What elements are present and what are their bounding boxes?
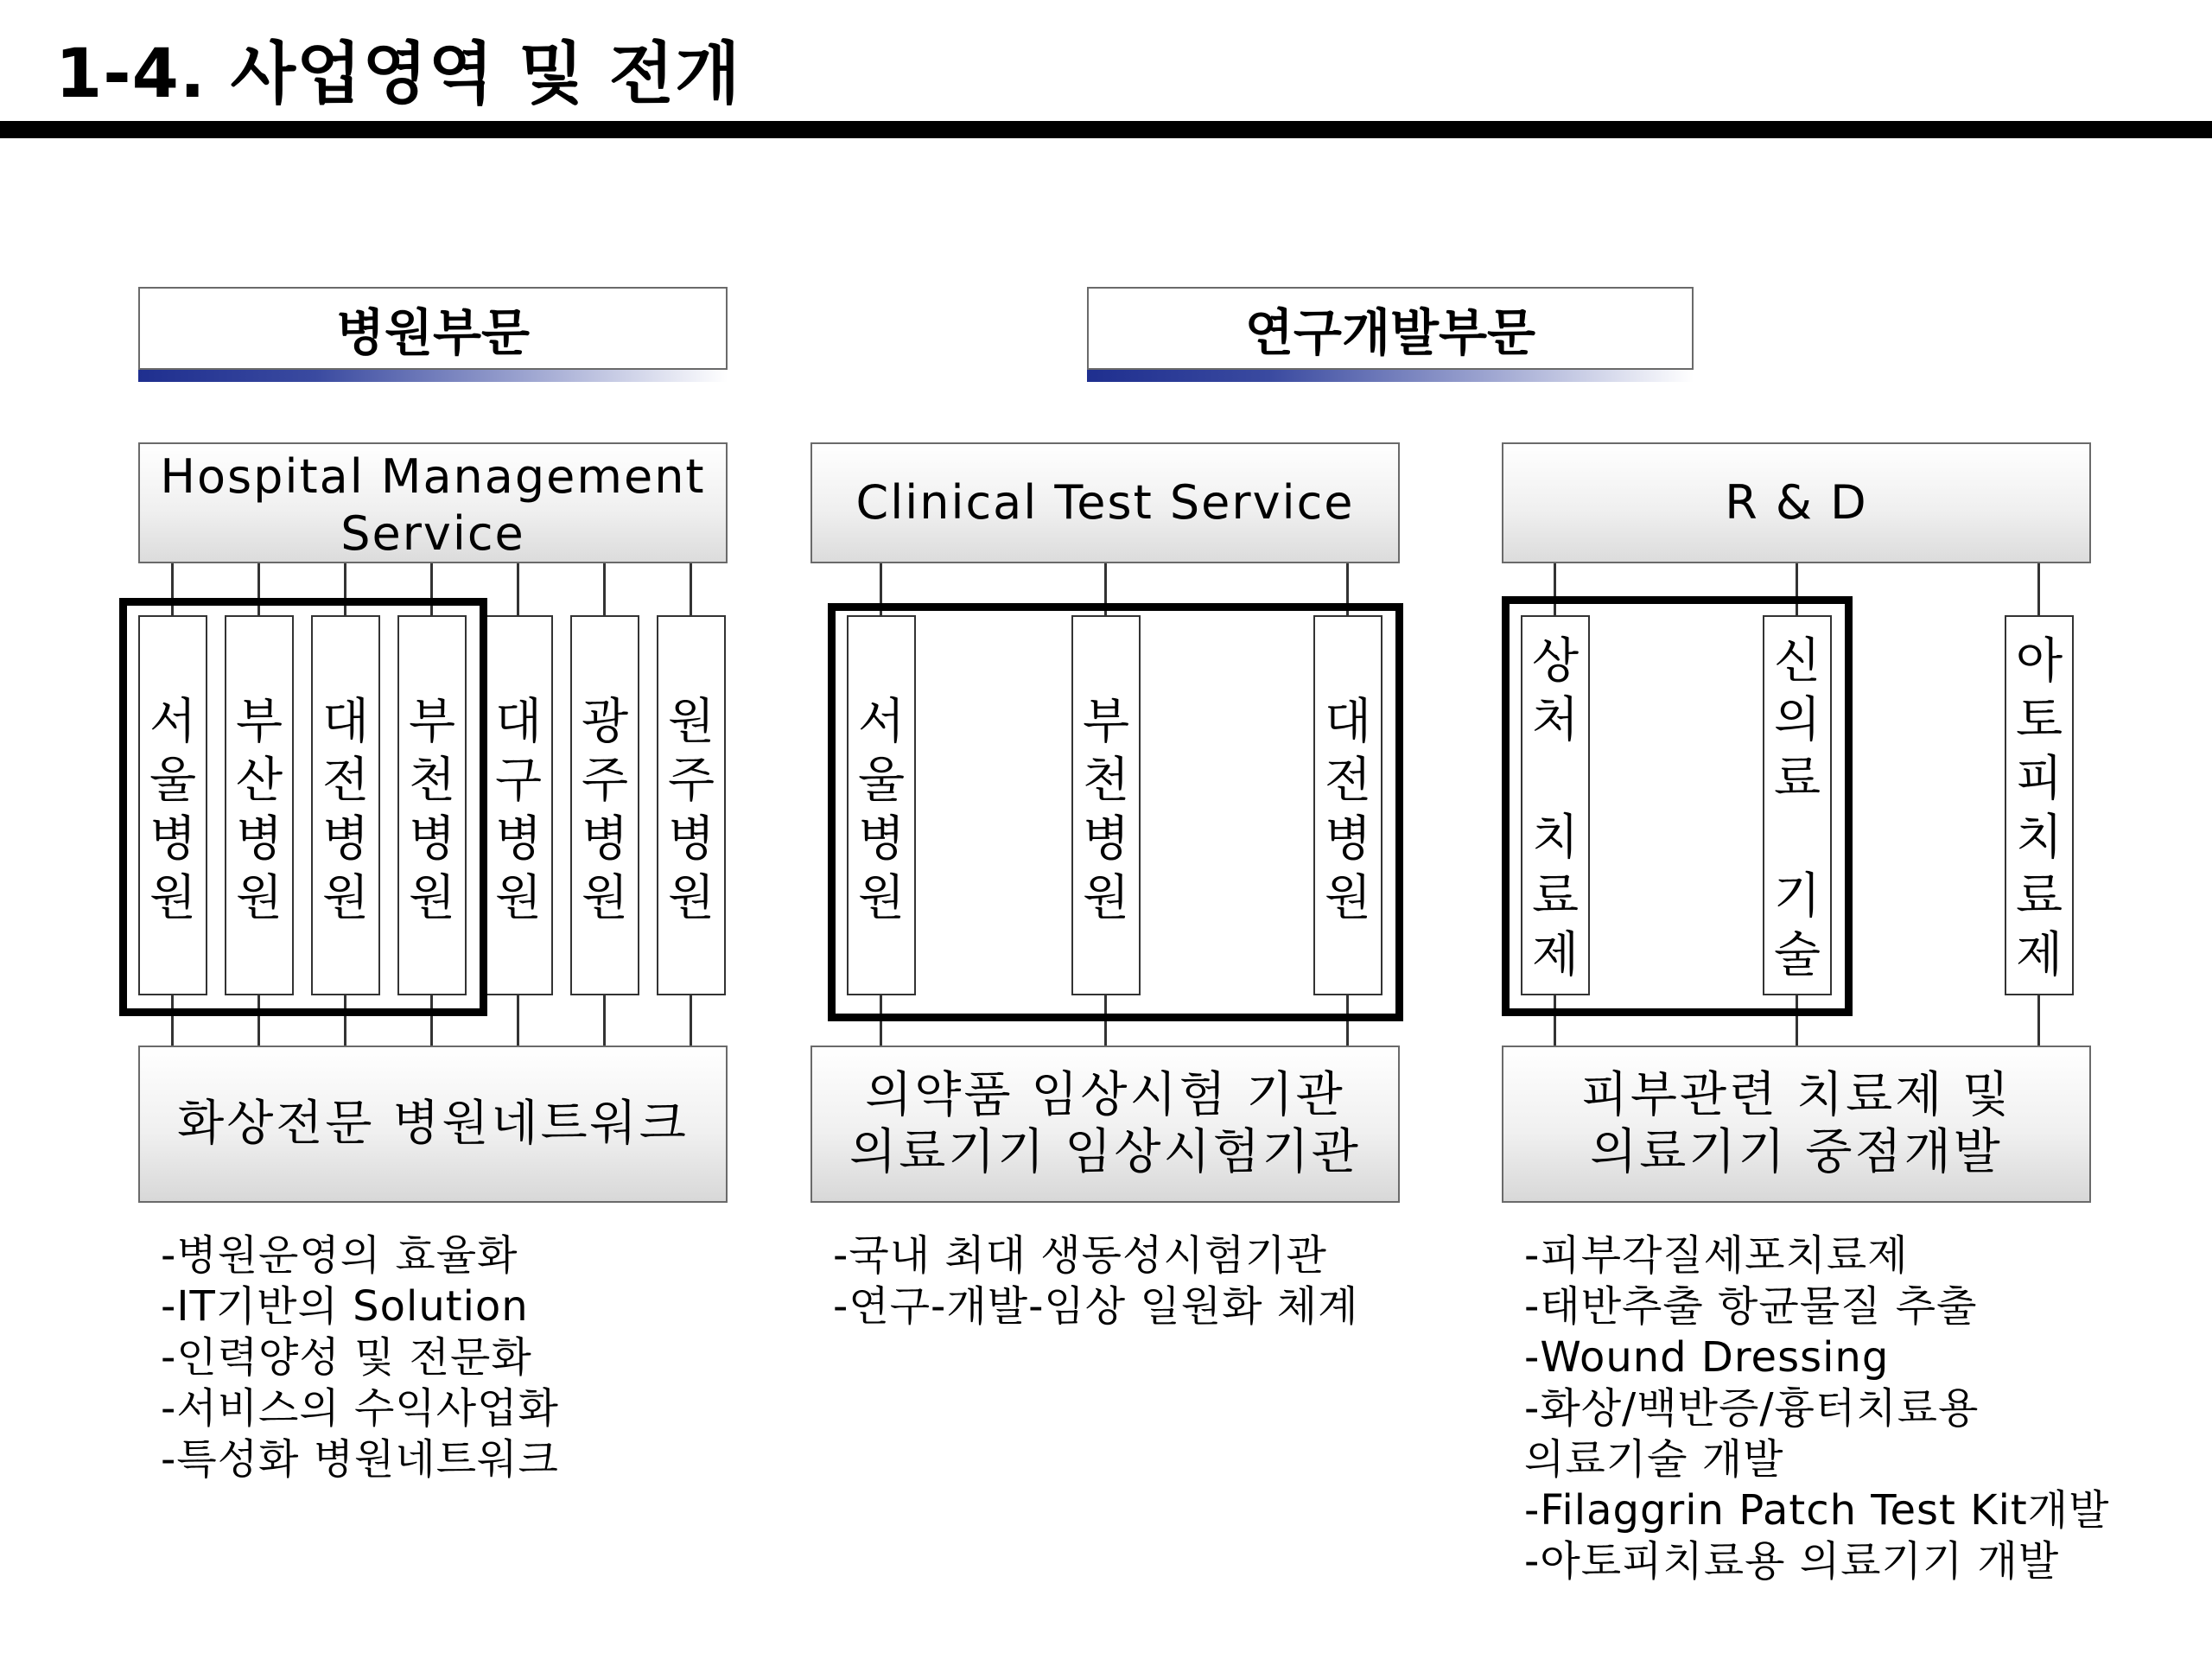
hospital-network-label: 화상전문 병원네트워크 <box>177 1096 689 1152</box>
connector <box>517 563 519 615</box>
rnd-development-label: 피부관련 치료제 및 의료기기 중점개발 <box>1580 1067 2012 1180</box>
highlight-frame-hospital <box>119 598 487 1016</box>
rnd-atopy-treatment <box>2005 615 2074 995</box>
connector <box>690 994 692 1046</box>
clinical-test-header <box>810 442 1400 563</box>
dept-research-underline <box>1087 370 1694 382</box>
clinical-institution-box <box>810 1046 1400 1203</box>
hospital-gwangju-label: 광 주 병 원 <box>581 694 629 926</box>
hospital-daegu <box>484 615 553 995</box>
connector <box>2037 563 2040 615</box>
dept-hospital: 병원부문 <box>138 287 728 370</box>
rnd-development-box <box>1502 1046 2091 1203</box>
clinical-bucheon-label: 부 천 병 원 <box>1082 694 1130 926</box>
hospital-busan-label: 부 산 병 원 <box>235 694 283 926</box>
hospital-bullets: -병원운영의 효율화 -IT기반의 Solution -인력양성 및 전문화 -서비스의 수익사업화 -특성화 병원네트워크 <box>161 1231 559 1484</box>
connector <box>690 563 692 615</box>
highlight-frame-rnd <box>1502 596 1853 1016</box>
connector <box>603 994 606 1046</box>
hospital-bucheon-label: 부 천 병 원 <box>408 694 456 926</box>
hospital-wonju <box>657 615 726 995</box>
title-divider <box>0 121 2212 138</box>
rnd-wound-treatment-label: 상 처 치 료 제 <box>1531 633 1580 983</box>
clinical-daejeon-label: 대 전 병 원 <box>1324 694 1372 926</box>
clinical-bullets: -국내 최대 생동성시험기관 -연구-개발-임상 일원화 체계 <box>833 1231 1359 1331</box>
connector <box>2037 994 2040 1046</box>
clinical-institution-label: 의약품 임상시험 기관 의료기기 임상시험기관 <box>849 1067 1361 1180</box>
hospital-wonju-label: 원 주 병 원 <box>667 694 715 926</box>
hospital-daejeon-label: 대 전 병 원 <box>321 694 370 926</box>
page-title: 1-4. 사업영역 및 전개 <box>55 35 741 113</box>
rnd-bullets: -피부각질세포치료제 -태반추출 항균물질 추출 -Wound Dressing -화상/백반증/흉터치료용 의료기술 개발 -Filaggrin Patch Test Kit개발 -아토피치료용 의료기기 개발 <box>1524 1231 2110 1586</box>
rnd-title: R & D <box>1725 475 1868 530</box>
rnd-atopy-treatment-label: 아 토 피 치 료 제 <box>2015 633 2063 983</box>
connector <box>603 563 606 615</box>
hospital-management-title: Hospital Management Service <box>160 449 706 561</box>
highlight-frame-clinical <box>828 603 1403 1021</box>
hospital-management-header <box>138 442 728 563</box>
rnd-new-medical-tech-label: 신 의 료 기 술 <box>1773 633 1821 983</box>
hospital-daegu-label: 대 구 병 원 <box>494 694 543 926</box>
hospital-seoul-label: 서 울 병 원 <box>149 694 197 926</box>
connector <box>517 994 519 1046</box>
dept-hospital-underline <box>138 370 728 382</box>
clinical-test-title: Clinical Test Service <box>855 475 1355 530</box>
dept-research: 연구개발부문 <box>1087 287 1694 370</box>
hospital-network-box <box>138 1046 728 1203</box>
hospital-gwangju <box>570 615 639 995</box>
rnd-header <box>1502 442 2091 563</box>
clinical-seoul-label: 서 울 병 원 <box>857 694 906 926</box>
